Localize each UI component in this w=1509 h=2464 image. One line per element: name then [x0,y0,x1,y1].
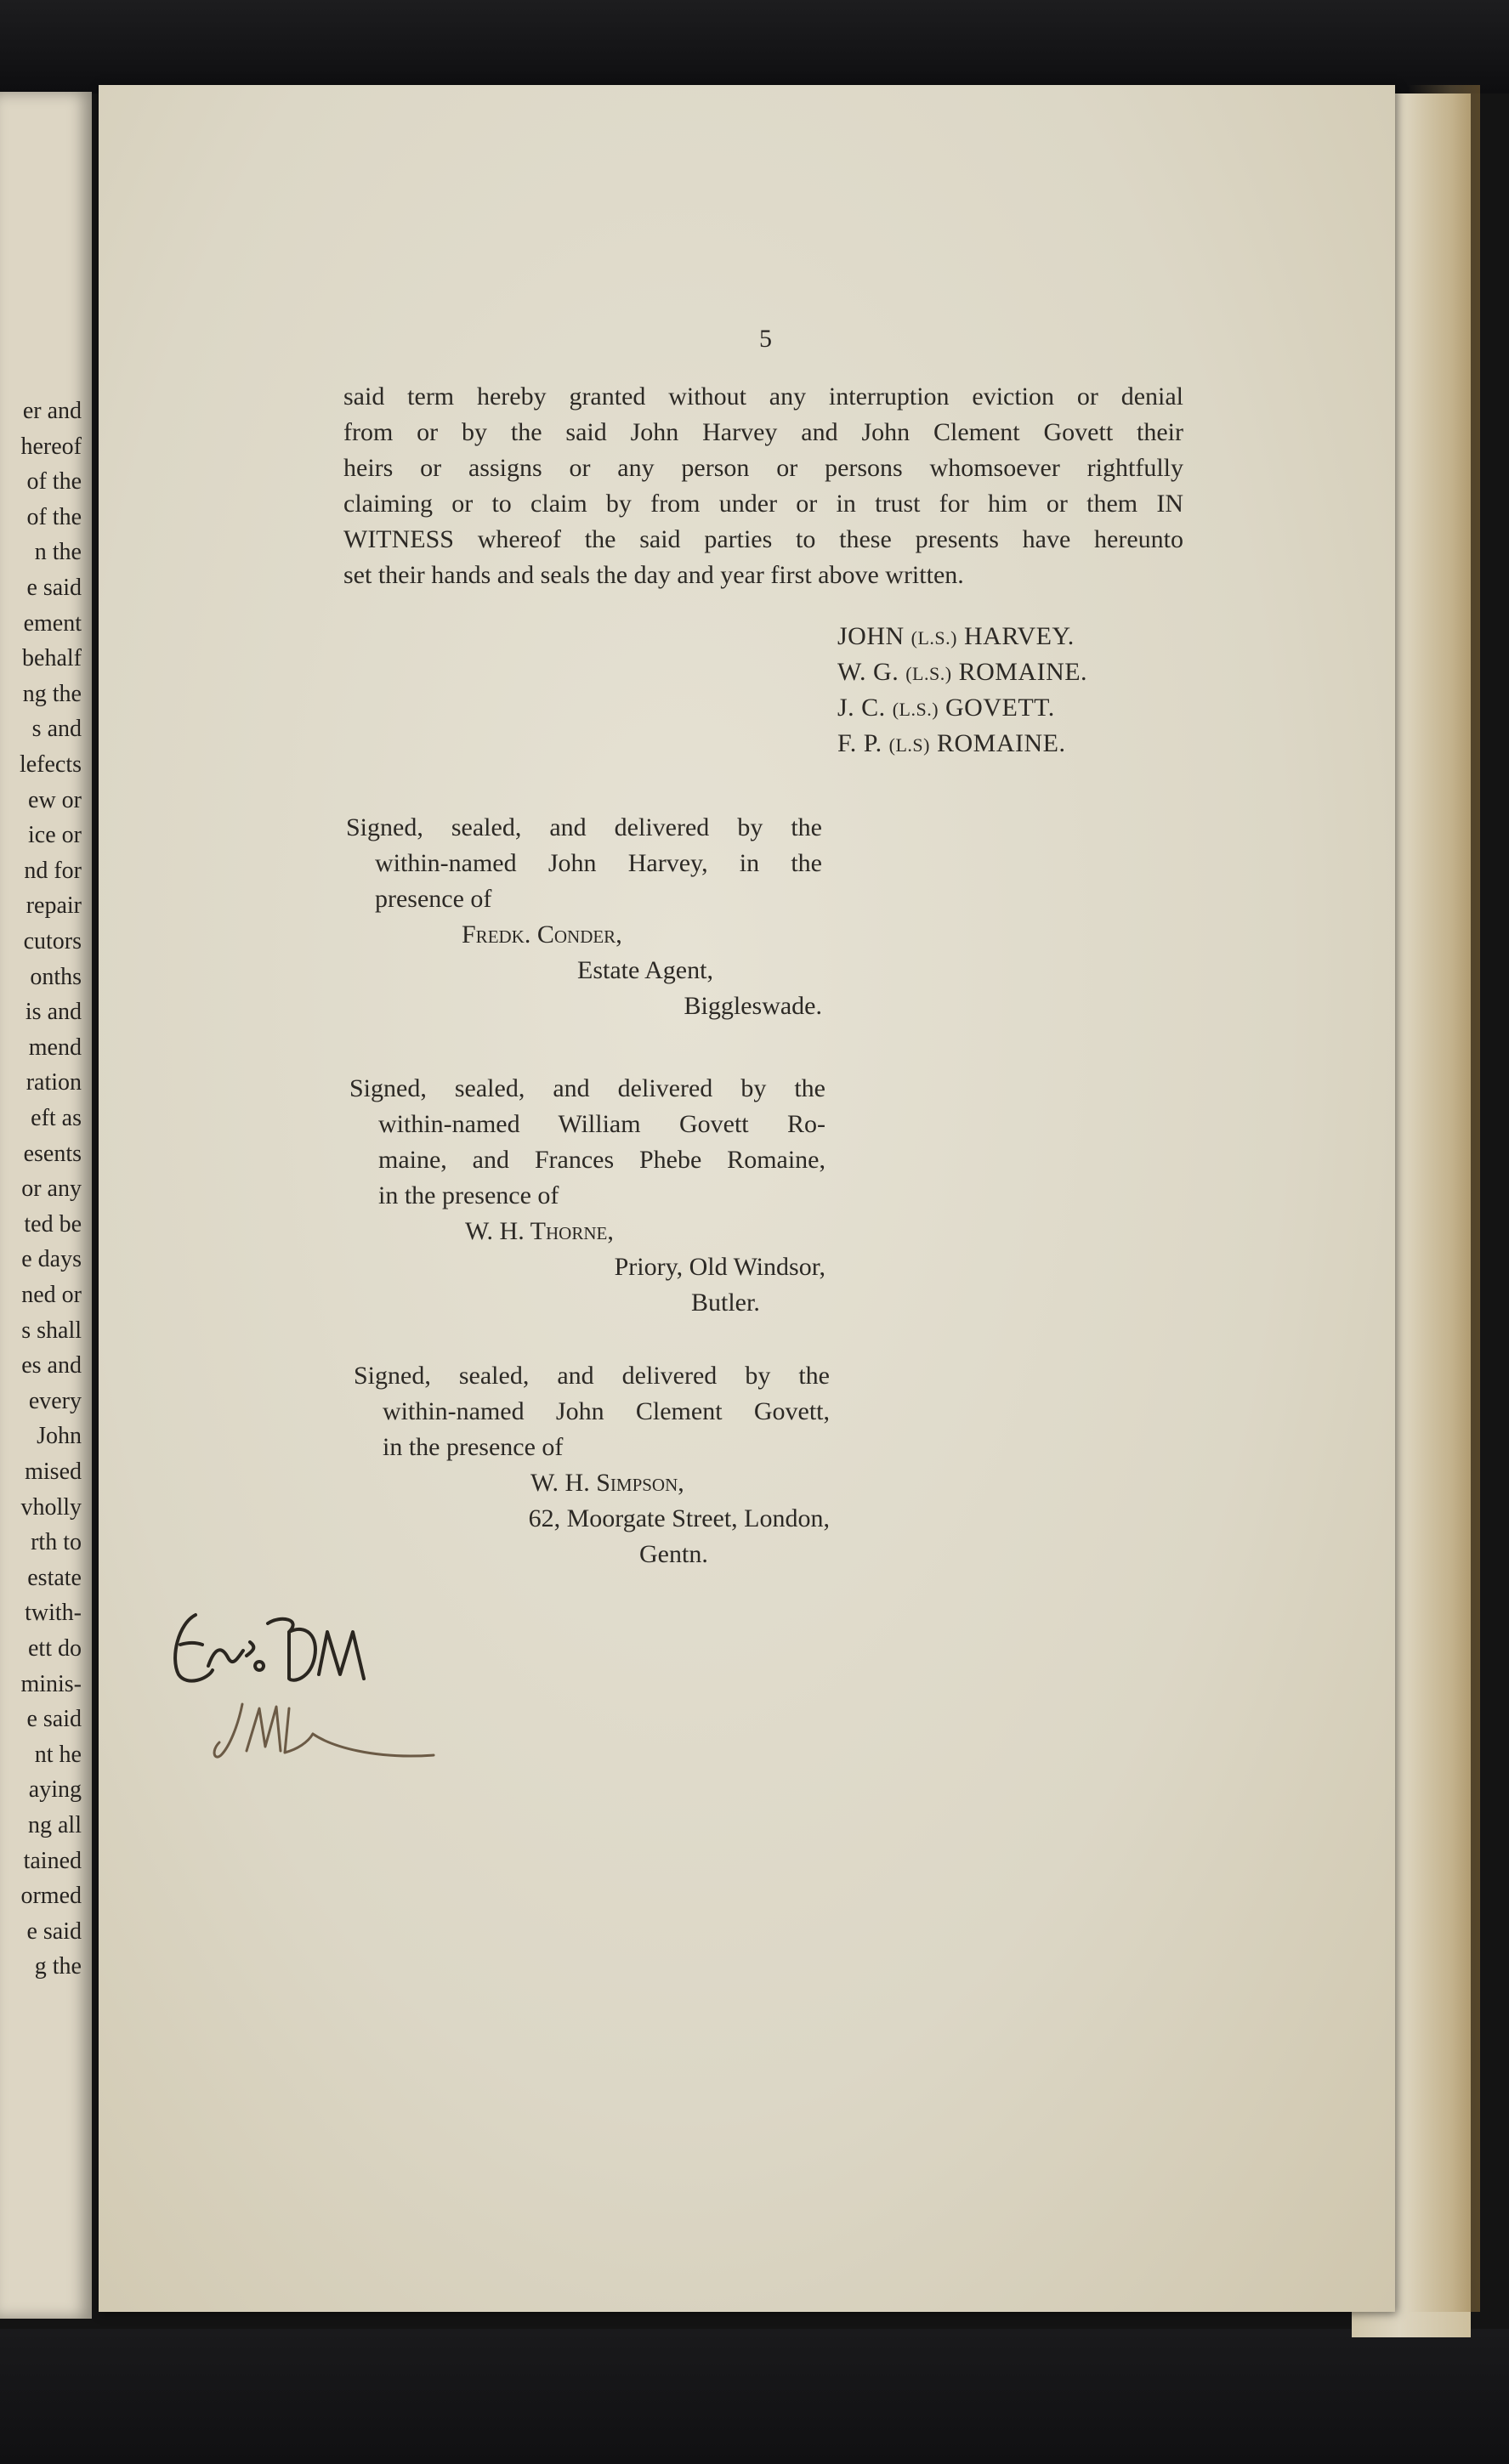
witness-detail: Butler. [691,1289,760,1317]
left-page-line: ng all [28,1812,82,1838]
left-page-line: e said [26,1706,82,1733]
attestation-line: presence of [375,885,492,913]
attestation-line: within-named John Harvey, in the [375,849,822,877]
paragraph-line: claiming or to claim by from under or in trust for him or them IN [343,490,1183,518]
signatory-initials: JOHN [837,622,905,650]
attestation-line: maine, and Frances Phebe Romaine, [378,1146,825,1174]
left-page-line: rth to [31,1529,82,1556]
left-page-line: lefects [19,751,82,778]
left-page-line: mend [28,1034,82,1061]
signatory-line [837,658,1087,687]
left-page-line: ett do [28,1635,82,1662]
left-page-line: ned or [21,1282,82,1308]
left-page-line: behalf [22,645,82,672]
paragraph-line: from or by the said John Harvey and John Clement Govett their [343,418,1183,446]
left-page-line: ormed [20,1883,82,1910]
left-page-line: ement [23,609,82,637]
attestation-line: within-named John Clement Govett, [383,1397,830,1425]
left-page-line: s shall [21,1317,82,1344]
signatory-line [837,729,1065,758]
left-page-line: minis- [20,1670,82,1697]
left-page-line: s and [31,716,82,743]
attestation-line: Signed, sealed, and delivered by the [346,813,822,841]
witness-block [354,1358,830,1572]
left-page-line: e said [26,575,82,601]
seal-mark: (L.S.) [911,627,957,649]
seal-mark: (L.S.) [892,699,939,720]
left-page-fragment [0,92,92,2319]
signatory-initials: J. C. [837,694,886,722]
left-page-line: ice or [28,822,82,849]
witness-detail: 62, Moorgate Street, London, [528,1504,830,1532]
left-page-line: or any [21,1175,82,1203]
left-page-line: e days [21,1246,82,1273]
left-page-line: g the [34,1953,82,1980]
attestation-line: in the presence of [378,1181,559,1209]
signatory-initials: W. G. [837,658,899,686]
left-page-line: ng the [22,680,82,707]
witness-detail: Priory, Old Windsor, [614,1253,825,1281]
left-page-line: of the [26,503,82,530]
seal-mark: (L.S.) [905,663,952,684]
attestation-line: Signed, sealed, and delivered by the [349,1074,825,1102]
binding-top [0,0,1509,93]
signatory-line [837,694,1055,722]
seal-mark: (L.S) [888,734,930,756]
signatory-surname: ROMAINE. [958,658,1088,686]
left-page-line: nt he [34,1741,82,1768]
witness-block [346,810,822,1024]
page-edge-stain [1408,85,1480,2312]
left-page-line: er and [22,398,82,424]
left-page-line: ew or [28,786,82,813]
witness-name: W. H. Thorne, [465,1217,614,1245]
left-page-line: esents [23,1140,82,1167]
handwritten-initials-exd-tdm [175,1615,364,1681]
left-page-line: ted be [24,1210,82,1238]
left-page-line: aying [28,1776,82,1804]
body-paragraph [343,379,1183,593]
left-page-line: n the [34,539,82,566]
signatory-surname: GOVETT. [945,694,1055,722]
left-page-line: es and [21,1352,82,1379]
binding-bottom [0,2329,1509,2464]
left-page-line: repair [26,892,82,920]
left-page-line: hereof [20,433,82,460]
signatory-surname: HARVEY. [964,622,1075,650]
left-page-line: e said [26,1917,82,1945]
left-page-line: estate [27,1564,82,1591]
page-number: 5 [759,325,772,353]
signatory-surname: ROMAINE. [936,729,1066,757]
paragraph-line: WITNESS whereof the said parties to these presents have hereunto [343,525,1183,553]
left-page-line: twith- [25,1600,82,1627]
left-page-line: John [37,1423,82,1450]
left-page-line: of the [26,468,82,496]
paragraph-line: said term hereby granted without any interruption eviction or denial [343,382,1183,411]
attestation-line: Signed, sealed, and delivered by the [354,1362,830,1390]
left-page-line: eft as [31,1105,82,1131]
left-page-line: tained [23,1847,82,1874]
margin-signature [162,1598,468,1819]
left-page-line: vholly [20,1493,82,1521]
left-page-line: is and [25,999,82,1026]
witness-name: Fredk. Conder, [462,920,622,949]
left-page-line: mised [25,1459,82,1485]
signatory-initials: F. P. [837,729,882,757]
witness-name: W. H. Simpson, [530,1469,684,1497]
witness-detail: Gentn. [639,1540,708,1568]
witness-detail: Biggleswade. [684,992,822,1020]
left-page-line: nd for [24,857,82,884]
left-page-line: onths [30,963,82,990]
paragraph-line: set their hands and seals the day and year first above written. [343,561,964,589]
attestation-line: within-named William Govett Ro- [378,1110,825,1138]
left-page-line: every [28,1387,82,1414]
witness-detail: Estate Agent, [577,956,713,984]
left-page-line: cutors [23,928,82,954]
attestation-line: in the presence of [383,1433,564,1461]
left-page-line: ration [26,1069,82,1096]
handwritten-initials-jml [214,1704,434,1757]
paragraph-line: heirs or assigns or any person or persons whomsoever rightfully [343,454,1183,482]
witness-block [349,1071,825,1321]
signatory-line [837,622,1075,651]
